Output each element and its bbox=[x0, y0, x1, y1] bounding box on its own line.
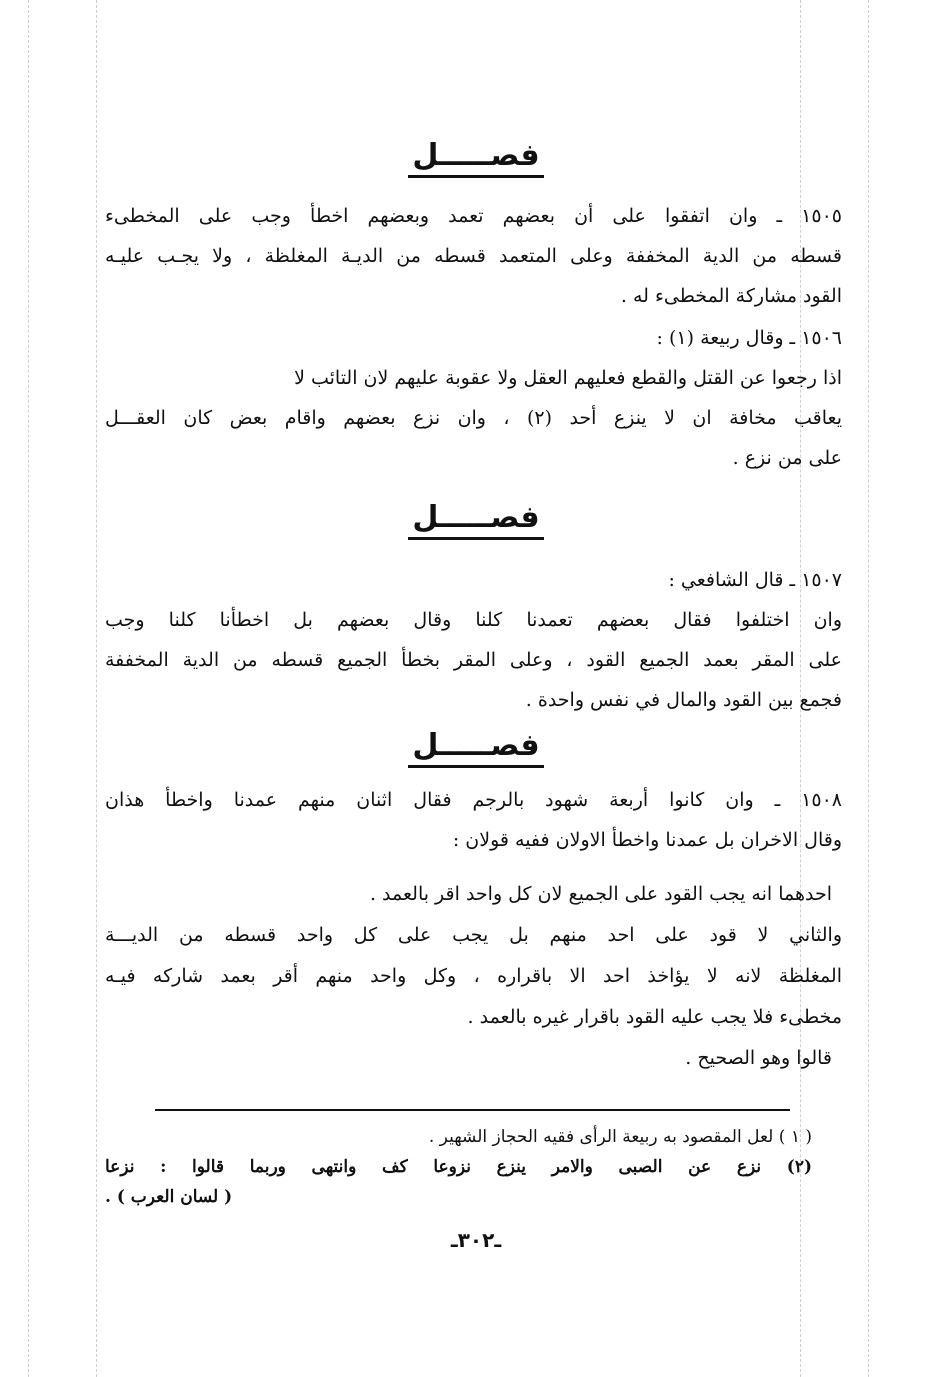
text-line: ١٥٠٨ ـ وان كانوا أربعة شهود بالرجم فقال اثنان منهم عمدنا واخطأ هذان bbox=[105, 789, 842, 811]
text-line: القود مشاركة المخطىء له . bbox=[620, 285, 842, 307]
paragraph-1507 bbox=[105, 560, 842, 720]
footnote-1: ( ١ ) لعل المقصود به ربيعة الرأى فقيه الحجاز الشهير . bbox=[428, 1127, 812, 1147]
footnote-2-continued: ( لسان العرب ) . bbox=[105, 1187, 233, 1207]
text-line: على المقر بعمد الجميع القود ، وعلى المقر بخطأ الجميع قسطه من الدية المخففة bbox=[105, 649, 842, 671]
text-line: على من نزع . bbox=[732, 447, 842, 469]
text-line: يعاقب مخافة ان لا ينزع أحد (٢) ، وان نزع بعضهم واقام بعض كان العقـــل bbox=[105, 407, 842, 429]
text-line: ١٥٠٥ ـ وان اتفقوا على أن بعضهم تعمد وبعضهم اخطأ وجب على المخطىء bbox=[105, 205, 842, 227]
section-heading bbox=[0, 728, 952, 768]
scan-guide-line bbox=[28, 0, 29, 1377]
text-line: مخطىء فلا يجب عليه القود باقرار غيره بالعمد . bbox=[467, 1006, 842, 1028]
text-line: فجمع بين القود والمال في نفس واحدة . bbox=[525, 689, 842, 711]
paragraph-opinions bbox=[105, 874, 842, 1079]
footnote-2: (٢) نزع عن الصبى والامر ينزع نزوعا كف وانتهى وربما قالوا : نزعا bbox=[105, 1157, 812, 1177]
text-line: المغلظة لانه لا يؤاخذ احد الا باقراره ، وكل واحد منهم أقر بعمد شاركه فيـه bbox=[105, 965, 842, 987]
text-line: احدهما انه يجب القود على الجميع لان كل واحد اقر بالعمد . bbox=[369, 883, 832, 905]
page-number: ـ٣٠٢ـ bbox=[450, 1228, 502, 1252]
text-line: ١٥٠٧ ـ قال الشافعي : bbox=[668, 569, 842, 591]
paragraph-1508 bbox=[105, 780, 842, 860]
paragraph-1505 bbox=[105, 196, 842, 316]
text-line: والثاني لا قود على احد منهم بل يجب على كل واحد قسطه من الديـــة bbox=[105, 924, 842, 946]
section-heading bbox=[0, 138, 952, 178]
section-heading-text: فصـــــل bbox=[408, 138, 543, 178]
scan-guide-line bbox=[96, 0, 97, 1377]
text-line: وقال الاخران بل عمدنا واخطأ الاولان ففيه قولان : bbox=[452, 829, 842, 851]
paragraph-1506 bbox=[105, 318, 842, 478]
footnote-divider bbox=[155, 1109, 790, 1111]
section-heading-text: فصـــــل bbox=[408, 728, 543, 768]
footnotes bbox=[105, 1152, 812, 1212]
text-line: ١٥٠٦ ـ وقال ربيعة (١) : bbox=[656, 327, 842, 349]
text-line: قالوا وهو الصحيح . bbox=[685, 1047, 832, 1069]
section-heading-text: فصـــــل bbox=[408, 500, 543, 540]
text-line: اذا رجعوا عن القتل والقطع فعليهم العقل ولا عقوبة عليهم لان التائب لا bbox=[294, 367, 842, 389]
text-line: قسطه من الدية المخففة وعلى المتعمد قسطه من الديـة المغلظة ، ولا يجـب عليـه bbox=[105, 245, 842, 267]
footnotes bbox=[105, 1122, 812, 1152]
scan-guide-line bbox=[868, 0, 869, 1377]
text-line: وان اختلفوا فقال بعضهم تعمدنا كلنا وقال بعضهم بل اخطأنا كلنا وجب bbox=[105, 609, 842, 631]
section-heading bbox=[0, 500, 952, 540]
